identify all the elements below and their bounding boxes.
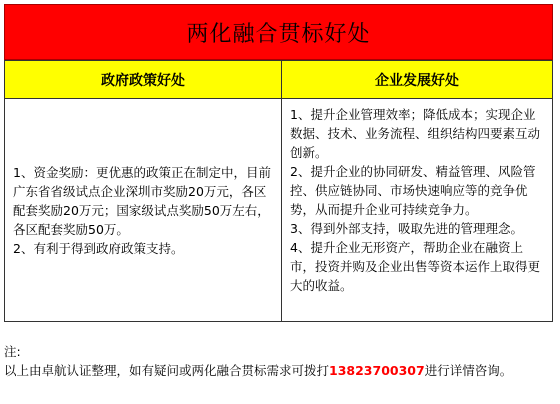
enterprise-benefit-3: 3、得到外部支持，吸取先进的管理理念。 [290,221,523,236]
enterprise-benefit-1: 1、提升企业管理效率；降低成本；实现企业数据、技术、业务流程、组织结构四要素互动创新。 [290,107,541,160]
government-benefits-cell [5,99,282,321]
government-benefit-1: 1、资金奖励：更优惠的政策正在制定中，目前广东省省级试点企业深圳市奖励20万元，各区配套奖励20万元；国家级试点奖励50万左右，各区配套奖励50万。 [13,164,271,237]
footnote [4,342,553,380]
enterprise-benefit-2: 2、提升企业的协同研发、精益管理、风险管控、供应链协同、市场快速响应等的竞争优势，从而提升企业可持续竞争力。 [290,164,536,217]
phone-number[interactable]: 13823700307 [329,363,425,378]
header-government-benefits: 政府政策好处 [5,61,282,99]
enterprise-benefits-cell [282,99,552,321]
note-text [4,361,553,380]
enterprise-benefit-4: 4、提升企业无形资产，帮助企业在融资上市，投资并购及企业出售等资本运作上取得更大的收益。 [290,240,541,293]
note-text-after: 进行详情咨询。 [424,363,513,378]
benefits-table [4,60,553,322]
government-benefit-2: 2、有利于得到政府政策支持。 [13,240,184,256]
note-text-before: 以上由卓航认证整理，如有疑问或两化融合贯标需求可拨打 [4,363,330,378]
header-enterprise-benefits: 企业发展好处 [282,61,552,99]
page-title: 两化融合贯标好处 [186,21,371,47]
note-label: 注: [4,344,21,359]
title-bar [4,4,553,60]
